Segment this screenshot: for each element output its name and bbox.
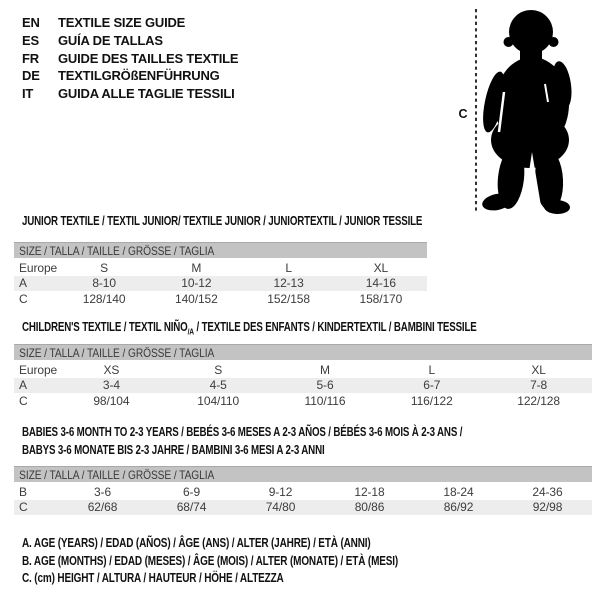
babies-title-line2: BABYS 3-6 MONATE BIS 2-3 JAHRE / BAMBINI 3-6 MESI A 2-3 ANNI bbox=[22, 442, 325, 457]
language-guide-title: TEXTILGRÖßENFÜHRUNG bbox=[58, 68, 220, 84]
size-header-label: SIZE / TALLA / TAILLE / GRÖSSE / TAGLIA bbox=[19, 243, 215, 258]
table-cell: 3-4 bbox=[58, 378, 165, 394]
language-guide-title: TEXTILE SIZE GUIDE bbox=[58, 15, 186, 30]
table-row-height bbox=[14, 393, 592, 409]
language-row-de bbox=[22, 67, 238, 85]
row-label: Europe bbox=[19, 362, 58, 377]
language-row-es bbox=[22, 32, 238, 50]
table-row-age-months bbox=[14, 483, 592, 500]
table-cell: 6-7 bbox=[378, 378, 485, 394]
table-cell: L bbox=[285, 260, 292, 275]
language-guide-title: GUÍA DE TALLAS bbox=[58, 32, 163, 48]
legend-line-a: A. AGE (YEARS) / EDAD (AÑOS) / ÂGE (ANS) / ALTER (JAHRE) / ETÀ (ANNI) bbox=[22, 536, 371, 550]
table-cell: 9-12 bbox=[268, 484, 293, 499]
row-label: Europe bbox=[19, 260, 58, 275]
language-code: ES bbox=[22, 32, 39, 48]
children-title-post: / TEXTILE DES ENFANTS / KINDERTEXTIL / BAMBINI TESSILE bbox=[193, 320, 477, 334]
size-header-label: SIZE / TALLA / TAILLE / GRÖSSE / TAGLIA bbox=[19, 467, 215, 482]
language-code: IT bbox=[22, 86, 34, 102]
table-cell: 4-5 bbox=[165, 378, 272, 394]
measure-legend bbox=[22, 535, 492, 588]
row-label: C bbox=[19, 393, 28, 408]
table-row-height bbox=[14, 291, 427, 307]
table-row-height bbox=[14, 500, 592, 516]
language-guide-title: GUIDA ALLE TAGLIE TESSILI bbox=[58, 86, 235, 102]
height-measure-label: C bbox=[458, 107, 468, 121]
table-cell: M bbox=[191, 260, 202, 275]
table-cell: 116/122 bbox=[410, 393, 453, 408]
table-cell: 12-13 bbox=[243, 276, 335, 292]
children-table-title bbox=[22, 319, 477, 341]
table-cell: XS bbox=[103, 362, 120, 377]
language-row-it bbox=[22, 85, 238, 103]
table-cell: 6-9 bbox=[182, 484, 201, 499]
table-row-age bbox=[14, 378, 592, 394]
language-guide-title: GUIDE DES TAILLES TEXTILE bbox=[58, 50, 239, 66]
table-cell: S bbox=[100, 260, 109, 275]
table-cell: 10-12 bbox=[150, 276, 242, 292]
toddler-figure-icon bbox=[479, 10, 575, 214]
table-row-europe bbox=[14, 259, 427, 276]
language-code: DE bbox=[22, 68, 40, 84]
size-header-row bbox=[14, 467, 592, 484]
table-cell: 152/158 bbox=[267, 291, 310, 306]
table-cell: 74/80 bbox=[236, 500, 325, 516]
children-size-table bbox=[14, 344, 592, 409]
table-cell: 18-24 bbox=[443, 484, 474, 499]
babies-table-title bbox=[22, 424, 462, 459]
size-header-row bbox=[14, 345, 592, 362]
legend-line-c: C. (cm) HEIGHT / ALTURA / HAUTEUR / HÖHE / ALTEZZA bbox=[22, 571, 284, 585]
table-cell: 80/86 bbox=[325, 500, 414, 516]
baby-silhouette bbox=[450, 0, 600, 220]
size-header-bar bbox=[14, 467, 592, 484]
language-code: EN bbox=[22, 15, 40, 30]
row-label: A bbox=[14, 276, 58, 292]
table-cell: 14-16 bbox=[335, 276, 427, 292]
table-cell: 24-36 bbox=[532, 484, 563, 499]
table-cell: 68/74 bbox=[147, 500, 236, 516]
language-row-fr bbox=[22, 50, 238, 68]
junior-table-title: JUNIOR TEXTILE / TEXTIL JUNIOR/ TEXTILE JUNIOR / JUNIORTEXTIL / JUNIOR TESSILE bbox=[22, 214, 423, 228]
table-cell: S bbox=[214, 362, 223, 377]
table-cell: 128/140 bbox=[82, 291, 126, 306]
size-header-row bbox=[14, 243, 427, 260]
table-cell: 140/152 bbox=[175, 291, 218, 306]
junior-size-table bbox=[14, 242, 427, 307]
children-title-pre: CHILDREN'S TEXTILE / TEXTIL NIÑO bbox=[22, 320, 188, 334]
table-row-age bbox=[14, 276, 427, 292]
row-label: B bbox=[19, 484, 27, 499]
table-cell: L bbox=[428, 362, 436, 377]
table-cell: XL bbox=[531, 362, 546, 377]
children-title-sub: /A bbox=[187, 326, 194, 337]
table-cell: 104/110 bbox=[197, 393, 240, 408]
size-header-bar bbox=[14, 345, 592, 362]
table-cell: 3-6 bbox=[93, 484, 112, 499]
table-cell: 62/68 bbox=[58, 500, 147, 516]
table-cell: 110/116 bbox=[304, 393, 346, 408]
table-cell: M bbox=[320, 362, 330, 377]
table-cell: 122/128 bbox=[517, 393, 560, 408]
table-row-europe bbox=[14, 361, 592, 378]
table-cell: 158/170 bbox=[359, 291, 403, 306]
table-cell: 98/104 bbox=[93, 393, 130, 408]
babies-title-line1: BABIES 3-6 MONTH TO 2-3 YEARS / BEBÉS 3-6 MESES A 2-3 AÑOS / BÉBÉS 3-6 MOIS À 2-3 ANS / bbox=[22, 425, 463, 439]
table-cell: XL bbox=[373, 260, 389, 275]
language-row-en bbox=[22, 14, 238, 32]
babies-size-table bbox=[14, 466, 592, 515]
size-header-bar bbox=[14, 243, 427, 260]
language-code: FR bbox=[22, 50, 39, 66]
table-cell: 7-8 bbox=[485, 378, 592, 394]
row-label: C bbox=[14, 500, 58, 516]
table-cell: 12-18 bbox=[354, 484, 385, 499]
row-label: C bbox=[19, 291, 28, 306]
language-title-list bbox=[22, 14, 238, 103]
row-label: A bbox=[14, 378, 58, 394]
size-header-label: SIZE / TALLA / TAILLE / GRÖSSE / TAGLIA bbox=[19, 345, 215, 360]
table-cell: 86/92 bbox=[414, 500, 503, 516]
legend-line-b: B. AGE (MONTHS) / EDAD (MESES) / ÂGE (MOIS) / ALTER (MONATE) / ETÀ (MESI) bbox=[22, 553, 399, 568]
table-cell: 92/98 bbox=[503, 500, 592, 516]
table-cell: 8-10 bbox=[58, 276, 150, 292]
table-cell: 5-6 bbox=[272, 378, 379, 394]
